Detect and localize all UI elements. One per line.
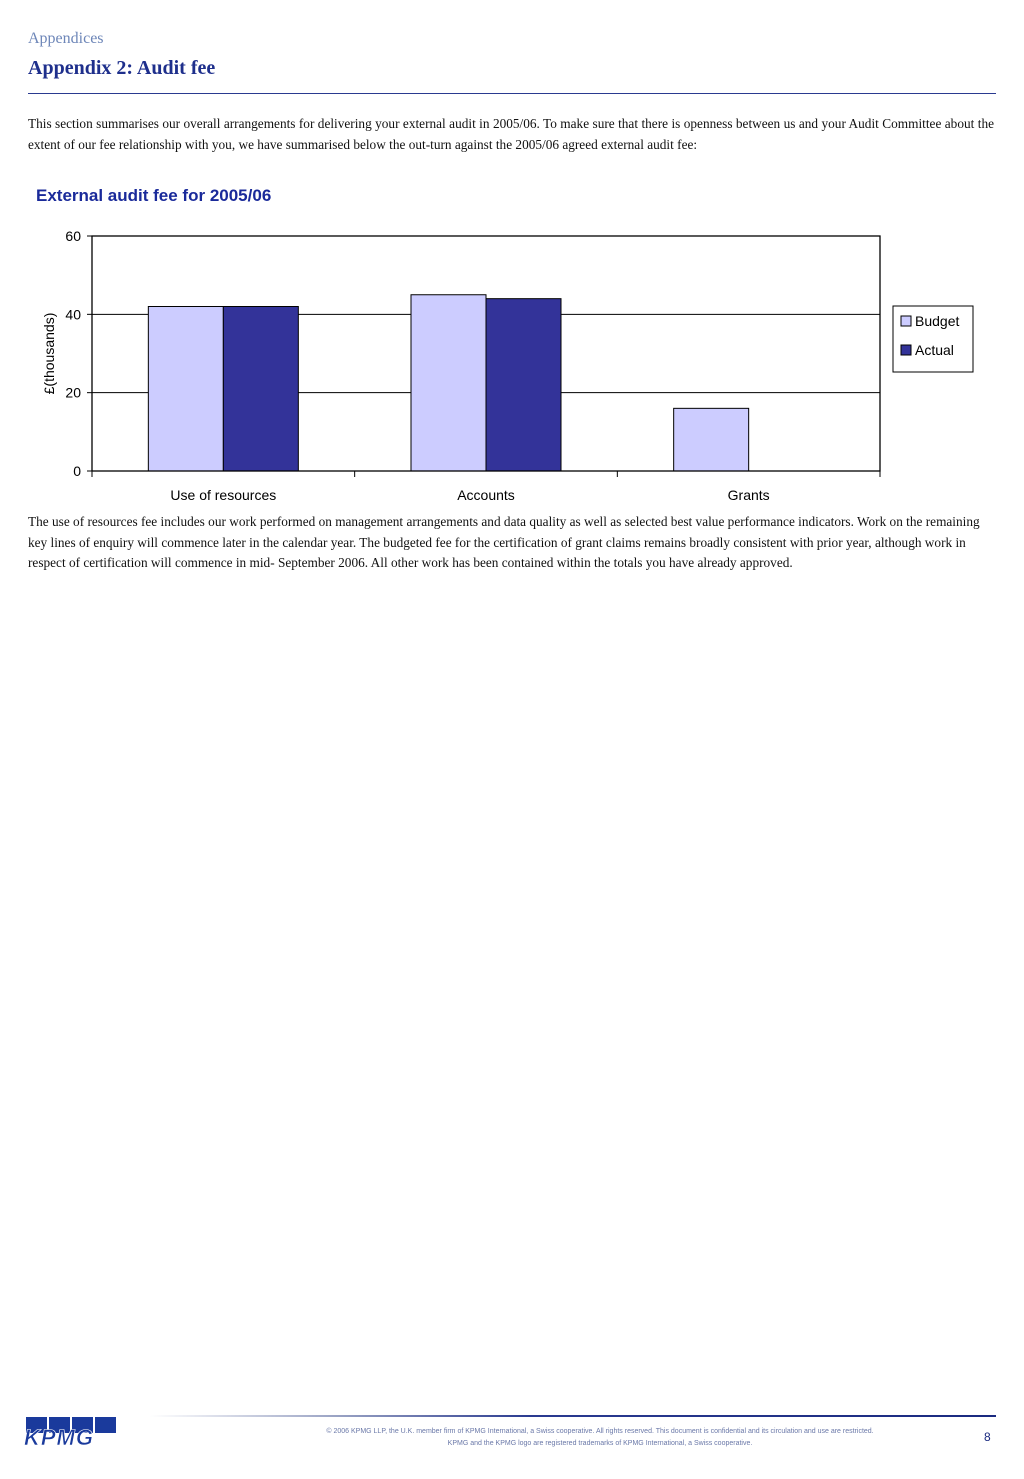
kpmg-logo-text: KPMG [24, 1425, 94, 1450]
bar-actual-use-of-resources [223, 307, 298, 472]
page-title: Appendix 2: Audit fee [28, 57, 216, 79]
bar-actual-accounts [486, 299, 561, 471]
chart-legend [893, 306, 973, 372]
y-tick-label: 60 [65, 228, 81, 244]
copyright-line-1: © 2006 KPMG LLP, the U.K. member firm of KPMG International, a Swiss cooperative. All rights reserved. This document is confidential and its circulation and use are restricted. [326, 1428, 874, 1435]
chart-bars [148, 295, 748, 471]
section-label: Appendices [28, 30, 104, 47]
copyright-line-2: KPMG and the KPMG logo are registered trademarks of KPMG International, a Swiss cooperative. [447, 1440, 753, 1447]
bar-budget-accounts [411, 295, 486, 471]
bar-chart [0, 218, 1024, 508]
footer-rule [150, 1415, 996, 1417]
chart-title: External audit fee for 2005/06 [36, 186, 272, 205]
x-tick-label: Use of resources [170, 487, 277, 503]
y-tick-label: 40 [65, 306, 81, 323]
legend-swatch [901, 316, 911, 326]
legend-swatch [901, 345, 911, 355]
page-number: 8 [984, 1430, 991, 1444]
legend-label: Actual [915, 342, 954, 358]
bar-budget-use-of-resources [148, 307, 223, 472]
intro-paragraph: This section summarises our overall arrangements for delivering your external audit in 2005/06. To make sure that there is openness between us and your Audit Committee about the extent of our fee relationship with you, we have summarised below the out-turn against the 2005/06 agreed external audit fee: [28, 116, 994, 152]
x-tick-label: Accounts [457, 487, 515, 503]
kpmg-logo [24, 1417, 116, 1450]
title-divider [28, 93, 996, 94]
y-axis-label: £(thousands) [41, 312, 57, 395]
explanation-paragraph: The use of resources fee includes our work performed on management arrangements and data quality as well as selected best value performance indicators. Work on the remaining key lines of enquiry will commence later in the calendar year. The budgeted fee for the certification of grant claims remains broadly consistent with prior year, although work in respect of certification will commence in mid- September 2006. All other work has been contained within the totals you have already approved. [28, 514, 980, 570]
bar-budget-grants [674, 408, 749, 471]
y-tick-label: 20 [65, 384, 81, 401]
x-tick-label: Grants [727, 487, 770, 503]
y-tick-label: 0 [73, 463, 81, 479]
copyright-notice [280, 1426, 920, 1450]
legend-label: Budget [915, 313, 960, 329]
